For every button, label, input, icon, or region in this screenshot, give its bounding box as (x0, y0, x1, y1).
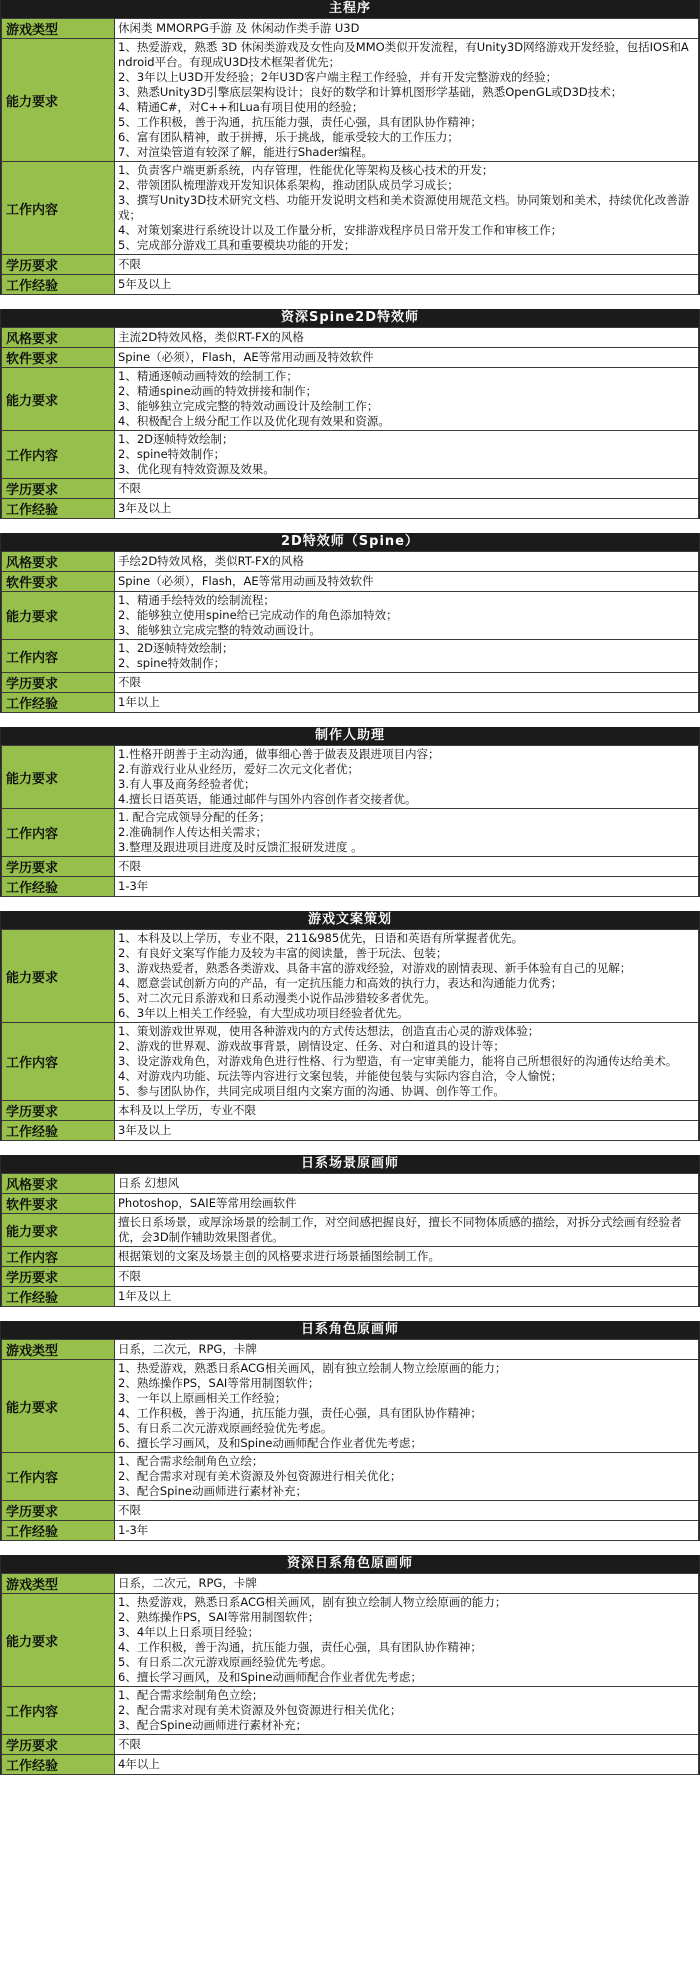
table-row (2, 552, 699, 572)
row-content (115, 1214, 699, 1247)
content-line: 3、配合Spine动画师进行素材补充； (118, 1484, 307, 1498)
row-content (115, 1101, 699, 1121)
content-line: 不限 (118, 1737, 141, 1751)
content-line: 4、对策划案进行系统设计以及工作量分析，安排游戏程序员日常开发工作和审核工作； (118, 223, 563, 237)
content-line: 2、配合需求对现有美术资源及外包资源进行相关优化； (118, 1469, 402, 1483)
content-line: 1、热爱游戏，熟悉日系ACG相关画风，剧有独立绘制人物立绘原画的能力； (118, 1361, 507, 1375)
table-row (2, 39, 699, 162)
job-title: 资深Spine2D特效师 (1, 309, 699, 327)
content-line: 日系，二次元，RPG，卡牌 (118, 1576, 257, 1590)
content-line: 不限 (118, 1503, 141, 1517)
table-row (2, 857, 699, 877)
row-label: 工作内容 (2, 809, 115, 857)
job-table (1, 327, 699, 519)
row-content (115, 1174, 699, 1194)
table-row (2, 1340, 699, 1360)
job-section (0, 1155, 700, 1307)
content-line: 1、2D逐帧特效绘制； (118, 432, 234, 446)
row-content (115, 1521, 699, 1541)
job-title: 游戏文案策划 (1, 911, 699, 929)
table-row (2, 1101, 699, 1121)
job-title: 制作人助理 (1, 727, 699, 745)
job-title: 主程序 (1, 0, 699, 18)
job-table (1, 1573, 699, 1775)
job-section (0, 727, 700, 897)
content-line: 2、游戏的世界观、游戏故事背景，剧情设定、任务、对白和道具的设计等； (118, 1039, 505, 1053)
row-content (115, 368, 699, 431)
table-row (2, 592, 699, 640)
content-line: 日系 幻想风 (118, 1176, 180, 1190)
row-content (115, 275, 699, 295)
row-label: 能力要求 (2, 1594, 115, 1687)
job-table (1, 1173, 699, 1307)
row-content (115, 1453, 699, 1501)
row-content (115, 499, 699, 519)
content-line: 本科及以上学历，专业不限 (118, 1103, 256, 1117)
row-label: 软件要求 (2, 348, 115, 368)
table-row (2, 348, 699, 368)
table-row (2, 1267, 699, 1287)
content-line: 1、策划游戏世界观，使用各种游戏内的方式传达想法，创造直击心灵的游戏体验； (118, 1024, 540, 1038)
table-row (2, 1735, 699, 1755)
job-title: 日系角色原画师 (1, 1321, 699, 1339)
row-content (115, 592, 699, 640)
row-content (115, 328, 699, 348)
content-line: 休闲类 MMORPG手游 及 休闲动作类手游 U3D (118, 21, 360, 35)
row-content (115, 431, 699, 479)
content-line: 4、精通C#，对C++和Lua有项目使用的经验； (118, 100, 364, 114)
content-line: 5、工作积极，善于沟通，抗压能力强，责任心强，具有团队协作精神； (118, 115, 482, 129)
content-line: 不限 (118, 1269, 141, 1283)
row-content (115, 1194, 699, 1214)
content-line: 2、带领团队梳理游戏开发知识体系架构，推动团队成员学习成长； (118, 178, 459, 192)
table-row (2, 1594, 699, 1687)
row-label: 风格要求 (2, 1174, 115, 1194)
content-line: 3、4年以上日系项目经验； (118, 1625, 260, 1639)
row-label: 风格要求 (2, 552, 115, 572)
content-line: 根据策划的文案及场景主创的风格要求进行场景插图绘制工作。 (118, 1249, 440, 1263)
content-line: 7、对渲染管道有较深了解，能进行Shader编程。 (118, 145, 374, 159)
row-label: 能力要求 (2, 746, 115, 809)
content-line: 4、对游戏内功能、玩法等内容进行文案包装，并能使包装与实际内容自洽，令人愉悦； (118, 1069, 563, 1083)
content-line: 2、熟练操作PS，SAI等常用制图软件； (118, 1610, 320, 1624)
content-line: 5、有日系二次元游戏原画经验优先考虑。 (118, 1421, 333, 1435)
content-line: 4、工作积极，善于沟通，抗压能力强，责任心强，具有团队协作精神； (118, 1406, 482, 1420)
table-row (2, 693, 699, 713)
table-row (2, 1194, 699, 1214)
job-section (0, 533, 700, 713)
row-content (115, 746, 699, 809)
content-line: 1、热爱游戏，熟悉日系ACG相关画风，剧有独立绘制人物立绘原画的能力； (118, 1595, 507, 1609)
row-label: 工作经验 (2, 1287, 115, 1307)
content-line: 1-3年 (118, 1523, 149, 1537)
row-content (115, 255, 699, 275)
content-line: 不限 (118, 675, 141, 689)
job-table (1, 745, 699, 897)
table-row (2, 1687, 699, 1735)
job-table (1, 551, 699, 713)
row-content (115, 877, 699, 897)
content-line: 1、2D逐帧特效绘制； (118, 641, 234, 655)
row-label: 工作经验 (2, 1755, 115, 1775)
content-line: 1、热爱游戏，熟悉 3D 休闲类游戏及女性向及MMO类似开发流程，有Unity3D网络游戏开发经验，包括IOS和Android平台。有现成U3D技术框架者优先； (118, 40, 689, 69)
row-label: 能力要求 (2, 39, 115, 162)
table-row (2, 275, 699, 295)
content-line: 不限 (118, 481, 141, 495)
content-line: 2、有良好文案写作能力及较为丰富的阅读量，善于玩法、包装； (118, 946, 448, 960)
table-row (2, 1574, 699, 1594)
table-row (2, 19, 699, 39)
row-content (115, 1121, 699, 1141)
content-line: Spine（必须），Flash，AE等常用动画及特效软件 (118, 350, 374, 364)
row-content (115, 1594, 699, 1687)
table-row (2, 1453, 699, 1501)
row-content (115, 1267, 699, 1287)
content-line: 3、设定游戏角色，对游戏角色进行性格、行为塑造，有一定审美能力，能将自己所想很好的沟通传达给美术。 (118, 1054, 678, 1068)
content-line: 1、精通手绘特效的绘制流程； (118, 593, 275, 607)
content-line: 3年及以上 (118, 501, 172, 515)
content-line: 5、有日系二次元游戏原画经验优先考虑。 (118, 1655, 333, 1669)
table-row (2, 328, 699, 348)
content-line: 5、参与团队协作，共同完成项目组内文案方面的沟通、协调、创作等工作。 (118, 1084, 505, 1098)
table-row (2, 1023, 699, 1101)
content-line: 1、负责客户端更新系统，内存管理，性能优化等架构及核心技术的开发； (118, 163, 494, 177)
content-line: 1.性格开朗善于主动沟通，做事细心善于做表及跟进项目内容； (118, 747, 440, 761)
content-line: 3年及以上 (118, 1123, 172, 1137)
content-line: 2、配合需求对现有美术资源及外包资源进行相关优化； (118, 1703, 402, 1717)
content-line: 日系，二次元，RPG，卡牌 (118, 1342, 257, 1356)
content-line: 1、精通逐帧动画特效的绘制工作； (118, 369, 298, 383)
content-line: 2、spine特效制作； (118, 656, 226, 670)
row-label: 学历要求 (2, 673, 115, 693)
row-label: 工作经验 (2, 275, 115, 295)
row-label: 工作内容 (2, 162, 115, 255)
table-row (2, 746, 699, 809)
content-line: 2.准确制作人传达相关需求； (118, 825, 267, 839)
row-content (115, 572, 699, 592)
table-row (2, 1174, 699, 1194)
job-title: 资深日系角色原画师 (1, 1555, 699, 1573)
row-content (115, 552, 699, 572)
row-content (115, 39, 699, 162)
row-label: 能力要求 (2, 930, 115, 1023)
content-line: 不限 (118, 257, 141, 271)
row-content (115, 1574, 699, 1594)
content-line: 擅长日系场景，或厚涂场景的绘制工作，对空间感把握良好，擅长不同物体质感的描绘，对拆分式绘画有经验者优，会3D制作辅助效果图者优。 (118, 1215, 682, 1244)
row-label: 游戏类型 (2, 1340, 115, 1360)
row-content (115, 1023, 699, 1101)
job-section (0, 1555, 700, 1775)
content-line: 1. 配合完成领导分配的任务； (118, 810, 271, 824)
table-row (2, 1121, 699, 1141)
table-row (2, 255, 699, 275)
row-label: 工作内容 (2, 431, 115, 479)
table-row (2, 1214, 699, 1247)
content-line: 1、配合需求绘制角色立绘； (118, 1688, 264, 1702)
row-label: 工作经验 (2, 1121, 115, 1141)
content-line: 2、3年以上U3D开发经验；2年U3D客户端主程工作经验，并有开发完整游戏的经验； (118, 70, 558, 84)
row-content (115, 19, 699, 39)
row-label: 工作经验 (2, 499, 115, 519)
content-line: 3.有人事及商务经验者优； (118, 777, 256, 791)
content-line: 3、优化现有特效资源及效果。 (118, 462, 275, 476)
content-line: Spine（必须），Flash，AE等常用动画及特效软件 (118, 574, 374, 588)
content-line: 3、熟悉Unity3D引擎底层架构设计；良好的数学和计算机图形学基础，熟悉OpenGL或D3D技术； (118, 85, 623, 99)
row-label: 工作经验 (2, 1521, 115, 1541)
content-line: 4、愿意尝试创新方向的产品，有一定抗压能力和高效的执行力，表达和沟通能力优秀； (118, 976, 563, 990)
content-line: 3、能够独立完成完整的特效动画设计。 (118, 623, 321, 637)
row-content (115, 162, 699, 255)
content-line: 1年及以上 (118, 1289, 172, 1303)
table-row (2, 1360, 699, 1453)
content-line: 手绘2D特效风格，类似RT-FX的风格 (118, 554, 304, 568)
content-line: 4年以上 (118, 1757, 160, 1771)
content-line: 3、撰写Unity3D技术研究文档、功能开发说明文档和美术资源使用规范文档。协同策划和美术，持续优化改善游戏； (118, 193, 690, 222)
content-line: 4、工作积极，善于沟通，抗压能力强，责任心强，具有团队协作精神； (118, 1640, 482, 1654)
row-content (115, 1340, 699, 1360)
table-row (2, 431, 699, 479)
row-content (115, 1287, 699, 1307)
content-line: Photoshop，SAIE等常用绘画软件 (118, 1196, 297, 1210)
content-line: 不限 (118, 859, 141, 873)
row-content (115, 1687, 699, 1735)
content-line: 5、对二次元日系游戏和日系动漫类小说作品涉猎较多者优先。 (118, 991, 436, 1005)
table-row (2, 162, 699, 255)
content-line: 4、积极配合上级分配工作以及优化现有效果和资源。 (118, 414, 390, 428)
row-label: 软件要求 (2, 572, 115, 592)
content-line: 3、一年以上原画相关工作经验； (118, 1391, 287, 1405)
content-line: 6、擅长学习画风，及和Spine动画师配合作业者优先考虑； (118, 1670, 422, 1684)
job-title: 2D特效师（Spine） (1, 533, 699, 551)
row-content (115, 1501, 699, 1521)
row-content (115, 930, 699, 1023)
row-label: 工作经验 (2, 877, 115, 897)
row-content (115, 1247, 699, 1267)
row-label: 学历要求 (2, 479, 115, 499)
row-content (115, 348, 699, 368)
row-label: 工作内容 (2, 1247, 115, 1267)
table-row (2, 1287, 699, 1307)
row-content (115, 693, 699, 713)
table-row (2, 1501, 699, 1521)
table-row (2, 640, 699, 673)
row-label: 工作内容 (2, 1687, 115, 1735)
content-line: 2、能够独立使用spine给已完成动作的角色添加特效； (118, 608, 398, 622)
job-table (1, 929, 699, 1141)
content-line: 4.擅长日语英语，能通过邮件与国外内容创作者交接者优。 (118, 792, 417, 806)
table-row (2, 1755, 699, 1775)
job-section (0, 309, 700, 519)
row-label: 学历要求 (2, 1501, 115, 1521)
row-label: 学历要求 (2, 255, 115, 275)
row-label: 风格要求 (2, 328, 115, 348)
row-label: 工作内容 (2, 1453, 115, 1501)
content-line: 2.有游戏行业从业经历，爱好二次元文化者优； (118, 762, 359, 776)
content-line: 5年及以上 (118, 277, 172, 291)
content-line: 5、完成部分游戏工具和重要模块功能的开发； (118, 238, 356, 252)
row-content (115, 673, 699, 693)
content-line: 6、富有团队精神，敢于拼搏，乐于挑战，能承受较大的工作压力； (118, 130, 459, 144)
table-row (2, 809, 699, 857)
job-table (1, 18, 699, 295)
content-line: 6、3年以上相关工作经验，有大型成功项目经验者优先。 (118, 1006, 409, 1020)
table-row (2, 499, 699, 519)
row-label: 游戏类型 (2, 19, 115, 39)
job-section (0, 1321, 700, 1541)
row-content (115, 1755, 699, 1775)
row-label: 能力要求 (2, 592, 115, 640)
row-label: 能力要求 (2, 368, 115, 431)
content-line: 3、配合Spine动画师进行素材补充； (118, 1718, 307, 1732)
row-label: 学历要求 (2, 1735, 115, 1755)
job-table (1, 1339, 699, 1541)
table-row (2, 930, 699, 1023)
row-label: 能力要求 (2, 1360, 115, 1453)
row-label: 工作内容 (2, 640, 115, 673)
table-row (2, 368, 699, 431)
table-row (2, 572, 699, 592)
table-row (2, 1247, 699, 1267)
content-line: 2、熟练操作PS，SAI等常用制图软件； (118, 1376, 320, 1390)
content-line: 1年以上 (118, 695, 160, 709)
row-content (115, 1735, 699, 1755)
content-line: 1-3年 (118, 879, 149, 893)
row-label: 学历要求 (2, 1101, 115, 1121)
job-section (0, 0, 700, 295)
row-label: 软件要求 (2, 1194, 115, 1214)
row-content (115, 857, 699, 877)
row-content (115, 640, 699, 673)
row-label: 游戏类型 (2, 1574, 115, 1594)
job-section (0, 911, 700, 1141)
row-label: 工作经验 (2, 693, 115, 713)
row-label: 学历要求 (2, 857, 115, 877)
content-line: 1、本科及以上学历，专业不限，211&985优先，日语和英语有所掌握者优先。 (118, 931, 524, 945)
table-row (2, 673, 699, 693)
row-label: 能力要求 (2, 1214, 115, 1247)
row-content (115, 1360, 699, 1453)
row-content (115, 809, 699, 857)
row-content (115, 479, 699, 499)
row-label: 工作内容 (2, 1023, 115, 1101)
content-line: 主流2D特效风格，类似RT-FX的风格 (118, 330, 304, 344)
table-row (2, 479, 699, 499)
table-row (2, 877, 699, 897)
content-line: 6、擅长学习画风，及和Spine动画师配合作业者优先考虑； (118, 1436, 422, 1450)
content-line: 3、游戏热爱者，熟悉各类游戏、具备丰富的游戏经验，对游戏的剧情表现、新手体验有自己的见解； (118, 961, 632, 975)
job-title: 日系场景原画师 (1, 1155, 699, 1173)
content-line: 3.整理及跟进项目进度及时反馈汇报研发进度 。 (118, 840, 363, 854)
table-row (2, 1521, 699, 1541)
row-label: 学历要求 (2, 1267, 115, 1287)
content-line: 1、配合需求绘制角色立绘； (118, 1454, 264, 1468)
content-line: 2、spine特效制作； (118, 447, 226, 461)
content-line: 3、能够独立完成完整的特效动画设计及绘制工作； (118, 399, 379, 413)
content-line: 2、精通spine动画的特效拼接和制作； (118, 384, 318, 398)
